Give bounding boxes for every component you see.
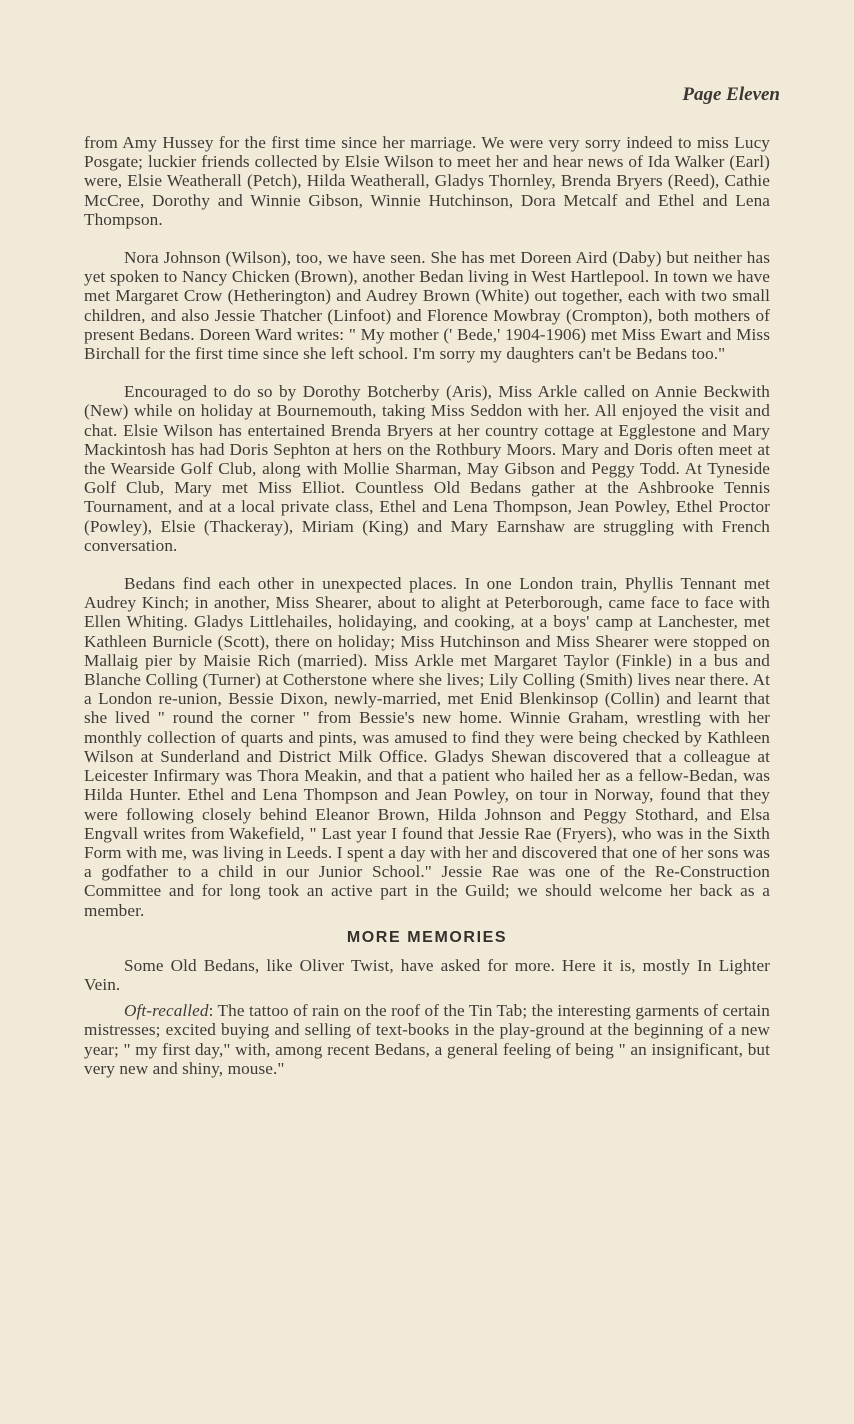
section-heading: MORE MEMORIES bbox=[346, 928, 508, 946]
section-intro: Some Old Bedans, like Oliver Twist, have asked for more. Here it is, mostly In Lighter Vein. bbox=[84, 955, 770, 994]
oft-recalled-text: : The tattoo of rain on the roof of the Tin Tab; the interesting garments of certain mistresses; excited buying and selling of text-books in the play-ground at the beginning of a new year; " my first day," with, among recent Bedans, a general feeling of being " an insignificant, but very new and shiny, mouse." bbox=[84, 1001, 770, 1078]
paragraph-johnson: Nora Johnson (Wilson), too, we have seen. She has met Doreen Aird (Daby) but neither has yet spoken to Nancy Chicken (Brown), another Bedan living in West Hartlepool. In town we have met Margaret Crow (Hetherington) and Audrey Brown (White) out together, each with two small children, and also Jessie Thatcher (Linfoot) and Florence Mowbray (Crompton), both mothers of present Bedans. Doreen Ward writes: " My mother (' Bede,' 1904-1906) met Miss Ewart and Miss Birchall for the first time since she left school. I'm sorry my daughters can't be Bedans too." bbox=[84, 248, 770, 364]
oft-recalled-paragraph bbox=[84, 1001, 770, 1078]
paragraph-unexpected-places: Bedans find each other in unexpected places. In one London train, Phyllis Tennant met Audrey Kinch; in another, Miss Shearer, about to alight at Peterborough, came face to face with Ellen Whiting. Gladys Littlehailes, holidaying, and cooking, at a boys' camp at Lanchester, met Kathleen Burnicle (Scott), there on holiday; Miss Hutchinson and Miss Shearer were stopped on Mallaig pier by Maisie Rich (married). Miss Arkle met Margaret Taylor (Finkle) in a bus and Blanche Colling (Turner) at Cotherstone where she lives; Lily Colling (Smith) lives near there. At a London re-union, Bessie Dixon, newly-married, met Enid Blenkinsop (Collin) and learnt that she lived " round the corner " from Bessie's new home. Winnie Graham, wrestling with her monthly collection of quarts and pints, was amused to find they were being checked by Kathleen Wilson at Sunderland and District Milk Office. Gladys Shewan discovered that a colleague at Leicester Infirmary was Thora Meakin, and that a patient who hailed her as a fellow-Bedan, was Hilda Hunter. Ethel and Lena Thompson and Jean Powley, on tour in Norway, found that they were following closely behind Eleanor Brown, Hilda Johnson and Peggy Stothard, and Elsa Engvall writes from Wakefield, " Last year I found that Jessie Rae (Fryers), who was in the Sixth Form with me, was living in Leeds. I spent a day with her and discovered that one of her sons was a godfather to a child in our Junior School." Jessie Rae was one of the Re-Construction Committee and for long took an active part in the Guild; we should welcome her back as a member. bbox=[84, 574, 770, 920]
paragraph-hussey: from Amy Hussey for the first time since her marriage. We were very sorry indeed to miss Lucy Posgate; luckier friends collected by Elsie Wilson to meet her and hear news of Ida Walker (Earl) were, Elsie Weatherall (Petch), Hilda Weatherall, Gladys Thornley, Brenda Bryers (Reed), Cathie McCree, Dorothy and Winnie Gibson, Winnie Hutchinson, Dora Metcalf and Ethel and Lena Thompson. bbox=[84, 133, 770, 229]
paragraph-botcherby: Encouraged to do so by Dorothy Botcherby (Aris), Miss Arkle called on Annie Beckwith (New) while on holiday at Bournemouth, taking Miss Seddon with her. All enjoyed the visit and chat. Elsie Wilson has entertained Brenda Bryers at her country cottage at Egglestone and Mary Mackintosh has had Doris Sephton at hers on the Rothbury Moors. Mary and Doris often meet at the Wearside Golf Club, along with Mollie Sharman, May Gibson and Peggy Todd. At Tyneside Golf Club, Mary met Miss Elliot. Countless Old Bedans gather at the Ashbrooke Tennis Tournament, and at a local private class, Ethel and Lena Thompson, Jean Powley, Ethel Proctor (Powley), Elsie (Thackeray), Miriam (King) and Mary Earnshaw are struggling with French conversation. bbox=[84, 382, 770, 555]
page-number: Page Eleven bbox=[682, 84, 780, 105]
article-body bbox=[84, 133, 770, 1078]
oft-recalled-label: Oft-recalled bbox=[124, 1001, 209, 1021]
